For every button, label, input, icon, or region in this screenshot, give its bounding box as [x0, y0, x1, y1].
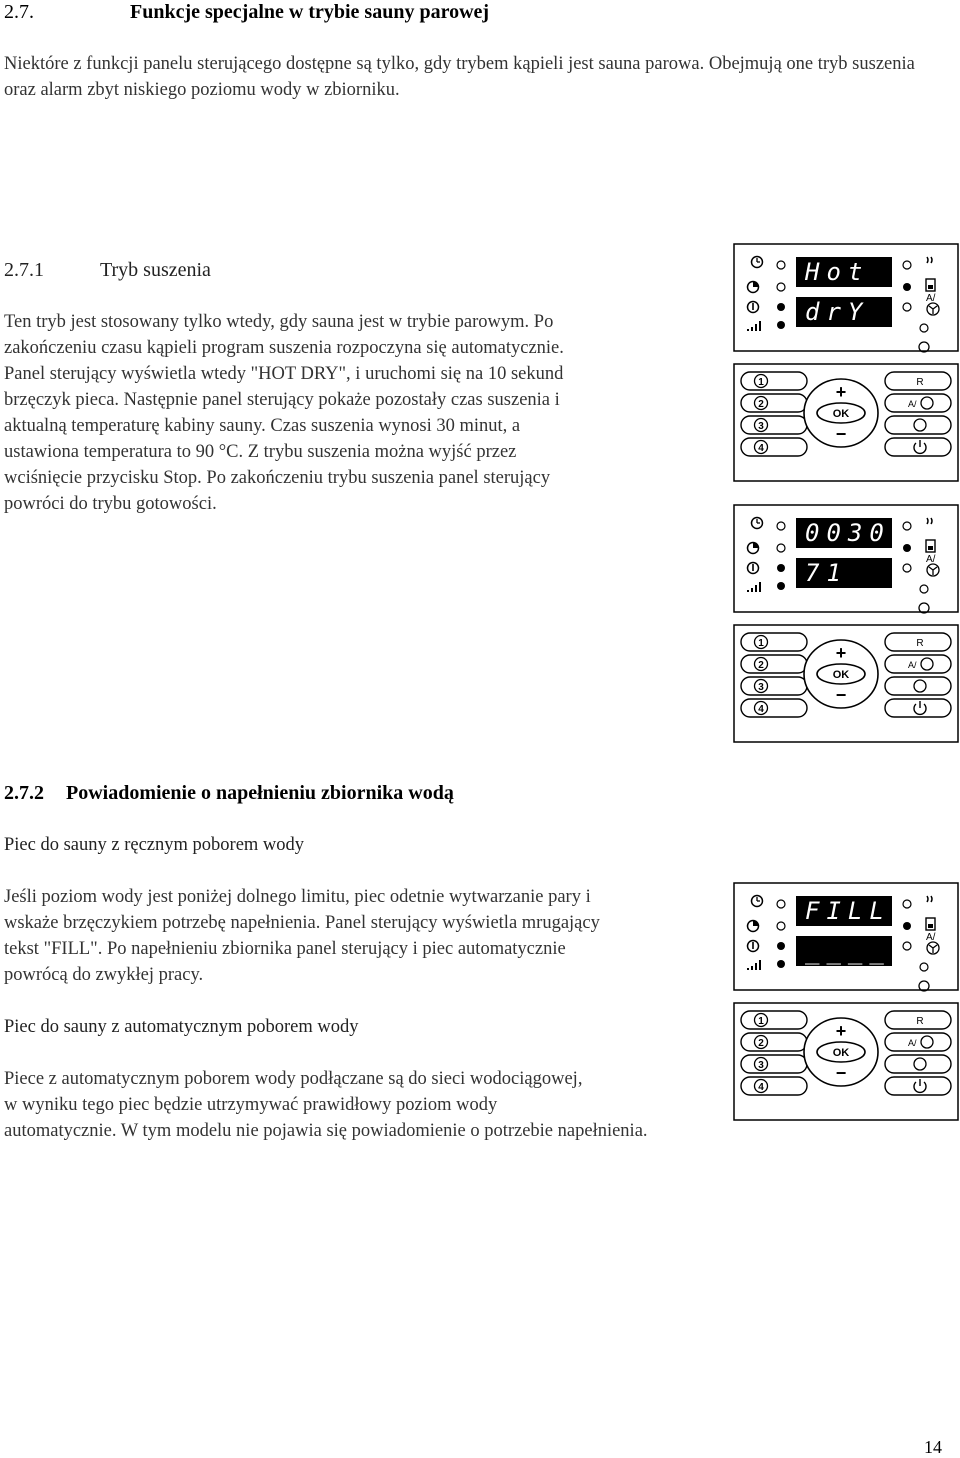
svg-text:3: 3 [758, 682, 764, 693]
auto-heading: Piec do sauny z automatycznym poborem wody [4, 1017, 359, 1037]
svg-text:A/: A/ [908, 399, 917, 409]
keypad-button-1[interactable] [741, 633, 807, 651]
drying-paragraph [4, 309, 724, 517]
light-button[interactable] [885, 1055, 951, 1073]
display-bottom-text: 71 [805, 559, 848, 587]
svg-text:4: 4 [758, 1082, 764, 1093]
svg-text:A/: A/ [908, 1038, 917, 1048]
control-panel-fill [733, 882, 959, 1122]
minus-button[interactable]: − [835, 1063, 847, 1083]
drying-line: zakończeniu czasu kąpieli program suszenia rozpoczyna się automatycznie. [4, 338, 564, 358]
svg-text:3: 3 [758, 1060, 764, 1071]
ok-button[interactable]: OK [832, 1047, 850, 1059]
drying-line: wciśnięcie przycisku Stop. Po zakończeniu trybu suszenia panel sterujący [4, 468, 551, 488]
drying-line: aktualną temperaturę kabiny sauny. Czas suszenia wynosi 30 minut, a [4, 416, 521, 436]
svg-text:1: 1 [758, 638, 764, 649]
auto-line: Piece z automatycznym poborem wody podłączane są do sieci wodociągowej, [4, 1069, 583, 1089]
subsection-number-drying: 2.7.1 [4, 259, 44, 281]
plus-button[interactable]: + [835, 382, 847, 402]
ok-button[interactable]: OK [832, 408, 850, 420]
svg-text:2: 2 [758, 399, 764, 410]
display-bottom-text: drY [805, 298, 870, 326]
reset-button[interactable] [885, 633, 951, 651]
keypad-button-3[interactable] [741, 416, 807, 434]
auto-line: w wyniku tego piec będzie utrzymywać prawidłowy poziom wody [4, 1095, 498, 1115]
keypad-button-4[interactable] [741, 1077, 807, 1095]
svg-text:4: 4 [758, 443, 764, 454]
auto-line: automatycznie. W tym modelu nie pojawia się powiadomienie o potrzebie napełnienia. [4, 1121, 648, 1141]
drying-line: Panel sterujący wyświetla wtedy "HOT DRY", i uruchomi się na 10 sekund [4, 364, 564, 384]
keypad-button-3[interactable] [741, 1055, 807, 1073]
manual-line: tekst "FILL". Po napełnieniu zbiornika panel sterujący i piec automatycznie [4, 939, 566, 959]
led-temperature [777, 303, 785, 311]
plus-button[interactable]: + [835, 643, 847, 663]
control-panel-svg [733, 882, 959, 1122]
svg-text:R: R [916, 1016, 924, 1027]
led-water [903, 283, 911, 291]
svg-text:R: R [916, 377, 924, 388]
control-panel-svg [733, 504, 959, 744]
keypad-button-4[interactable] [741, 699, 807, 717]
reset-button[interactable] [885, 372, 951, 390]
display-bottom-text: ____ [805, 937, 891, 965]
led-water [903, 922, 911, 930]
display-top-text: Hot [805, 258, 870, 286]
svg-text:A/: A/ [926, 293, 936, 304]
auto-fan-button[interactable] [885, 1033, 951, 1051]
reset-button[interactable] [885, 1011, 951, 1029]
manual-line: wskaże brzęczykiem potrzebę napełnienia. Panel sterujący wyświetla mrugający [4, 913, 600, 933]
subsection-title-drying: Tryb suszenia [100, 259, 211, 281]
led-water [903, 544, 911, 552]
svg-text:R: R [916, 638, 924, 649]
auto-paragraph [4, 1066, 804, 1144]
svg-text:A/: A/ [926, 554, 936, 565]
led-humidity [777, 321, 785, 329]
keypad-button-4[interactable] [741, 438, 807, 456]
keypad-button-2[interactable] [741, 655, 807, 673]
control-panel-svg [733, 243, 959, 483]
svg-text:1: 1 [758, 1016, 764, 1027]
keypad-button-1[interactable] [741, 1011, 807, 1029]
section-number: 2.7. [4, 1, 34, 23]
svg-text:A/: A/ [926, 932, 936, 943]
svg-text:2: 2 [758, 660, 764, 671]
keypad-button-1[interactable] [741, 372, 807, 390]
page-number: 14 [924, 1437, 942, 1457]
drying-line: ustawiona temperatura to 90 °C. Z trybu suszenia można wyjść przez [4, 442, 517, 462]
keypad-button-3[interactable] [741, 677, 807, 695]
light-button[interactable] [885, 677, 951, 695]
minus-button[interactable]: − [835, 685, 847, 705]
svg-text:3: 3 [758, 421, 764, 432]
drying-line: brzęczyk pieca. Następnie panel sterujący pokaże pozostały czas suszenia i [4, 390, 560, 410]
drying-line: powróci do trybu gotowości. [4, 494, 217, 514]
manual-heading: Piec do sauny z ręcznym poborem wody [4, 835, 305, 855]
auto-fan-button[interactable] [885, 394, 951, 412]
svg-text:2: 2 [758, 1038, 764, 1049]
keypad-button-2[interactable] [741, 394, 807, 412]
led-temperature [777, 942, 785, 950]
manual-line: powrócą do zwykłej pracy. [4, 965, 204, 985]
display-top-text: 0030 [805, 519, 891, 547]
led-humidity [777, 582, 785, 590]
section-intro: Niektóre z funkcji panelu sterującego dostępne są tylko, gdy trybem kąpieli jest sauna parowa. Obejmują one tryb suszenia oraz alarm zbyt niskiego poziomu wody w zbiorniku. [4, 54, 915, 100]
svg-text:A/: A/ [908, 660, 917, 670]
section-title: Funkcje specjalne w trybie sauny parowej [130, 1, 490, 23]
manual-paragraph [4, 884, 724, 988]
svg-text:4: 4 [758, 704, 764, 715]
led-humidity [777, 960, 785, 968]
auto-fan-button[interactable] [885, 655, 951, 673]
led-temperature [777, 564, 785, 572]
subsection-number-refill: 2.7.2 [4, 782, 44, 804]
manual-line: Jeśli poziom wody jest poniżej dolnego limitu, piec odetnie wytwarzanie pary i [4, 887, 591, 907]
display-top-text: FILL [805, 897, 891, 925]
svg-text:1: 1 [758, 377, 764, 388]
control-panel-hot-dry [733, 243, 959, 483]
minus-button[interactable]: − [835, 424, 847, 444]
subsection-title-refill: Powiadomienie o napełnieniu zbiornika wodą [66, 782, 454, 804]
keypad-button-2[interactable] [741, 1033, 807, 1051]
ok-button[interactable]: OK [832, 669, 850, 681]
drying-line: Ten tryb jest stosowany tylko wtedy, gdy sauna jest w trybie parowym. Po [4, 312, 554, 332]
control-panel-drying-status [733, 504, 959, 744]
plus-button[interactable]: + [835, 1021, 847, 1041]
power-button[interactable] [885, 699, 951, 717]
light-button[interactable] [885, 416, 951, 434]
power-button[interactable] [885, 438, 951, 456]
power-button[interactable] [885, 1077, 951, 1095]
